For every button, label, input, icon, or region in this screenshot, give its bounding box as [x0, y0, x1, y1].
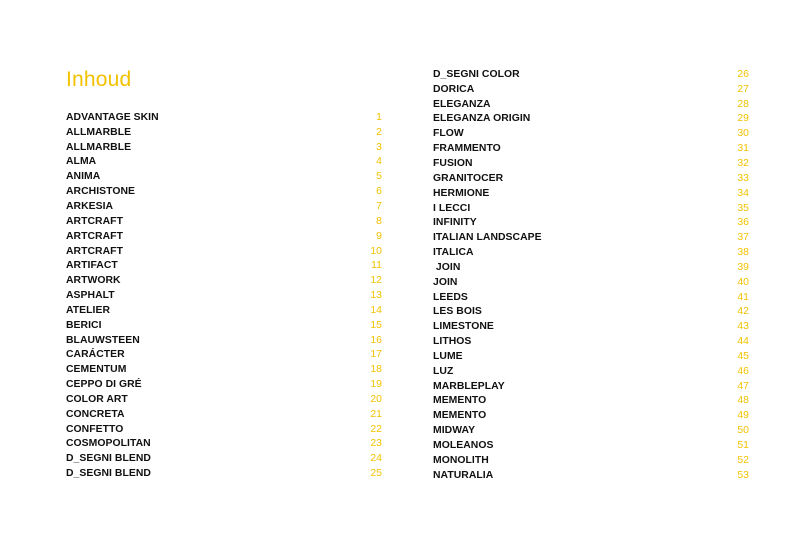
- toc-entry-title: GRANITOCER: [433, 172, 504, 184]
- toc-entry-page-number: 16: [370, 334, 382, 346]
- toc-entry-page-number: 46: [737, 365, 749, 377]
- toc-entry[interactable]: [66, 318, 382, 333]
- toc-entry[interactable]: [66, 169, 382, 184]
- toc-entry[interactable]: [66, 362, 382, 377]
- toc-entry-page-number: 9: [376, 230, 382, 242]
- toc-entry-title: COLOR ART: [66, 393, 128, 405]
- toc-entry-title: HERMIONE: [433, 187, 490, 199]
- toc-entry-page-number: 40: [737, 276, 749, 288]
- toc-entry-page-number: 45: [737, 350, 749, 362]
- toc-entry-page-number: 1: [376, 111, 382, 123]
- toc-entry-page-number: 42: [737, 306, 749, 318]
- toc-entry[interactable]: [66, 407, 382, 422]
- toc-entry-page-number: 8: [376, 215, 382, 227]
- toc-entry[interactable]: [66, 258, 382, 273]
- toc-entry[interactable]: [433, 112, 749, 127]
- toc-entry-title: INFINITY: [433, 217, 477, 229]
- toc-entry[interactable]: [66, 214, 382, 229]
- toc-entry-page-number: 35: [737, 202, 749, 214]
- toc-entry-title: ELEGANZA: [433, 98, 491, 110]
- toc-entry-title: ATELIER: [66, 304, 111, 316]
- toc-entry[interactable]: [66, 155, 382, 170]
- toc-entry-page-number: 25: [370, 468, 382, 480]
- toc-entry[interactable]: [66, 244, 382, 259]
- toc-entry[interactable]: [433, 364, 749, 379]
- toc-entry[interactable]: [66, 451, 382, 466]
- toc-entry-title: CONCRETA: [66, 408, 125, 420]
- toc-entry-page-number: 37: [737, 232, 749, 244]
- toc-entry-page-number: 7: [376, 200, 382, 212]
- toc-entry-page-number: 52: [737, 454, 749, 466]
- toc-entry-page-number: 24: [370, 453, 382, 465]
- toc-entry-page-number: 39: [737, 261, 749, 273]
- toc-entry[interactable]: [433, 230, 749, 245]
- toc-entry[interactable]: [433, 156, 749, 171]
- toc-entry[interactable]: [66, 288, 382, 303]
- toc-entry-title: JOIN: [433, 261, 461, 273]
- toc-entry-page-number: 33: [737, 172, 749, 184]
- toc-entry-title: JOIN: [433, 276, 458, 288]
- toc-entry-title: ITALICA: [433, 247, 474, 259]
- toc-entry-title: ASPHALT: [66, 290, 115, 302]
- toc-entry-title: COSMOPOLITAN: [66, 438, 151, 450]
- toc-entry-page-number: 5: [376, 171, 382, 183]
- toc-entry-page-number: 41: [737, 291, 749, 303]
- toc-entry-title: ALLMARBLE: [66, 126, 132, 138]
- toc-entry[interactable]: [433, 334, 749, 349]
- toc-entry-page-number: 49: [737, 410, 749, 422]
- toc-entry-page-number: 11: [371, 260, 382, 272]
- toc-entry-title: MEMENTO: [433, 410, 487, 422]
- toc-entry-title: MONOLITH: [433, 454, 489, 466]
- toc-entry[interactable]: [433, 97, 749, 112]
- toc-column-right: [433, 67, 749, 483]
- toc-entry-title: DORICA: [433, 83, 475, 95]
- toc-entry-page-number: 3: [376, 141, 382, 153]
- toc-entry-page-number: 21: [370, 408, 382, 420]
- toc-entry-page-number: 48: [737, 395, 749, 407]
- toc-entry[interactable]: [66, 437, 382, 452]
- toc-entry-page-number: 51: [737, 440, 749, 452]
- toc-entry-title: ALLMARBLE: [66, 141, 132, 153]
- toc-entry[interactable]: [66, 273, 382, 288]
- toc-entry-title: LITHOS: [433, 336, 472, 348]
- toc-entry[interactable]: [66, 303, 382, 318]
- toc-entry-title: MARBLEPLAY: [433, 380, 505, 392]
- toc-entry-page-number: 6: [376, 186, 382, 198]
- toc-entry-title: D_SEGNI BLEND: [66, 453, 151, 465]
- toc-entry[interactable]: [66, 184, 382, 199]
- toc-entry-title: D_SEGNI COLOR: [433, 68, 520, 80]
- toc-entry-title: NATURALIA: [433, 469, 494, 481]
- toc-entry-title: FLOW: [433, 128, 464, 140]
- toc-entry-title: ADVANTAGE SKIN: [66, 111, 159, 123]
- toc-entry-page-number: 29: [737, 113, 749, 125]
- toc-entry-page-number: 12: [370, 275, 382, 287]
- toc-entry[interactable]: [433, 126, 749, 141]
- toc-entry-title: BERICI: [66, 319, 102, 331]
- toc-entry-page-number: 53: [737, 469, 749, 481]
- toc-entry[interactable]: [66, 110, 382, 125]
- toc-entry[interactable]: [66, 125, 382, 140]
- toc-entry[interactable]: [66, 422, 382, 437]
- toc-entry-title: ARTCRAFT: [66, 230, 123, 242]
- toc-entry[interactable]: [433, 260, 749, 275]
- toc-entry-title: CEPPO DI GRÉ: [66, 379, 142, 391]
- toc-entry-page-number: 47: [737, 380, 749, 392]
- toc-entry-title: LIMESTONE: [433, 321, 494, 333]
- toc-entry-page-number: 27: [737, 83, 749, 95]
- toc-entry-page-number: 4: [376, 156, 382, 168]
- toc-entry[interactable]: [433, 186, 749, 201]
- toc-entry-page-number: 18: [370, 364, 382, 376]
- toc-entry-title: ARTCRAFT: [66, 215, 123, 227]
- toc-entry[interactable]: [433, 319, 749, 334]
- toc-entry[interactable]: [433, 305, 749, 320]
- toc-entry[interactable]: [433, 408, 749, 423]
- toc-entry[interactable]: [433, 245, 749, 260]
- toc-entry-page-number: 38: [737, 247, 749, 259]
- toc-entry-title: ARCHISTONE: [66, 186, 136, 198]
- toc-entry-title: CEMENTUM: [66, 364, 127, 376]
- toc-entry-page-number: 22: [370, 423, 382, 435]
- toc-entry-title: ELEGANZA ORIGIN: [433, 113, 531, 125]
- toc-entry-page-number: 36: [737, 217, 749, 229]
- toc-entry[interactable]: [66, 199, 382, 214]
- toc-entry[interactable]: [66, 140, 382, 155]
- toc-entry-page-number: 32: [737, 157, 749, 169]
- toc-entry-page-number: 14: [370, 304, 382, 316]
- toc-entry-title: MOLEANOS: [433, 440, 494, 452]
- toc-entry-page-number: 2: [376, 126, 382, 138]
- toc-entry[interactable]: [433, 349, 749, 364]
- toc-column-left: [66, 110, 382, 481]
- toc-entry-page-number: 15: [370, 319, 382, 331]
- toc-entry-page-number: 31: [737, 143, 749, 155]
- toc-entry-title: BLAUWSTEEN: [66, 334, 140, 346]
- toc-entry-page-number: 50: [737, 425, 749, 437]
- toc-entry-page-number: 20: [370, 393, 382, 405]
- toc-entry-title: FRAMMENTO: [433, 143, 501, 155]
- toc-entry[interactable]: [433, 394, 749, 409]
- toc-entry-page-number: 30: [737, 128, 749, 140]
- toc-entry[interactable]: [433, 423, 749, 438]
- page-title: Inhoud: [66, 68, 132, 91]
- toc-entry-title: LEEDS: [433, 291, 468, 303]
- toc-entry[interactable]: [433, 379, 749, 394]
- toc-entry[interactable]: [66, 377, 382, 392]
- toc-entry[interactable]: [433, 290, 749, 305]
- toc-entry-title: I LECCI: [433, 202, 471, 214]
- toc-entry-title: ARTCRAFT: [66, 245, 123, 257]
- toc-entry[interactable]: [433, 201, 749, 216]
- toc-entry-title: D_SEGNI BLEND: [66, 468, 151, 480]
- toc-entry-title: ALMA: [66, 156, 97, 168]
- toc-entry[interactable]: [66, 466, 382, 481]
- toc-entry[interactable]: [433, 215, 749, 230]
- toc-entry-page-number: 19: [370, 379, 382, 391]
- toc-entry[interactable]: [433, 141, 749, 156]
- toc-entry-page-number: 17: [370, 349, 382, 361]
- toc-entry[interactable]: [433, 67, 749, 82]
- toc-entry-title: FUSION: [433, 157, 473, 169]
- toc-entry-title: CONFETTO: [66, 423, 124, 435]
- toc-entry-title: ARKESIA: [66, 200, 114, 212]
- toc-entry[interactable]: [433, 453, 749, 468]
- toc-entry-title: LUZ: [433, 365, 454, 377]
- toc-entry[interactable]: [433, 275, 749, 290]
- toc-entry-title: ITALIAN LANDSCAPE: [433, 232, 542, 244]
- toc-entry-title: ANIMA: [66, 171, 101, 183]
- toc-entry[interactable]: [66, 333, 382, 348]
- toc-entry[interactable]: [433, 82, 749, 97]
- toc-entry-page-number: 43: [737, 321, 749, 333]
- toc-entry-page-number: 13: [370, 290, 382, 302]
- toc-entry-page-number: 44: [737, 336, 749, 348]
- toc-entry-title: ARTWORK: [66, 275, 121, 287]
- toc-entry[interactable]: [66, 392, 382, 407]
- toc-entry-page-number: 28: [737, 98, 749, 110]
- toc-entry-title: LUME: [433, 350, 463, 362]
- toc-entry-title: LES BOIS: [433, 306, 482, 318]
- toc-entry[interactable]: [433, 171, 749, 186]
- toc-entry-title: MEMENTO: [433, 395, 487, 407]
- toc-entry-title: MIDWAY: [433, 425, 476, 437]
- toc-entry[interactable]: [66, 229, 382, 244]
- toc-entry-page-number: 26: [737, 68, 749, 80]
- toc-entry-page-number: 34: [737, 187, 749, 199]
- toc-entry-page-number: 10: [370, 245, 382, 257]
- toc-entry-title: ARTIFACT: [66, 260, 118, 272]
- toc-entry-title: CARÁCTER: [66, 349, 125, 361]
- toc-entry-page-number: 23: [370, 438, 382, 450]
- toc-entry[interactable]: [66, 348, 382, 363]
- toc-entry[interactable]: [433, 468, 749, 483]
- toc-entry[interactable]: [433, 438, 749, 453]
